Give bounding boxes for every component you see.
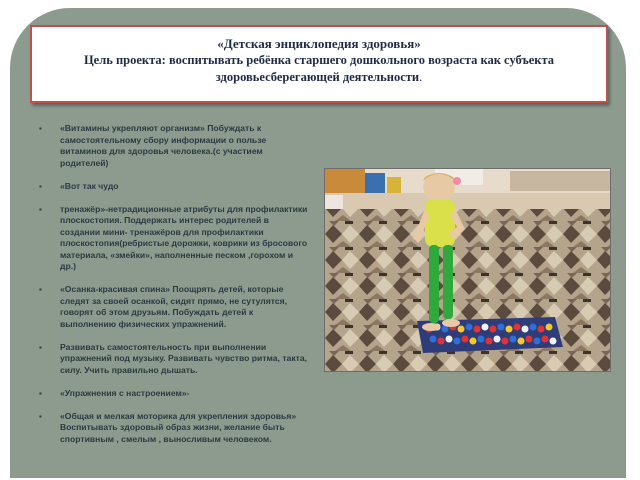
- bullet-text: Развивать самостоятельность при выполнении упражнений под музыку. Развивать чувство ритма, такта, силу. Учить правильно дышать.: [60, 341, 308, 375]
- slide-subtitle-period: .: [419, 70, 423, 84]
- floor-back: [325, 193, 610, 211]
- bullet-icon: ▪: [39, 204, 42, 214]
- furniture-cabinet: [325, 169, 365, 193]
- photo-illustration: [325, 169, 610, 371]
- bullet-icon: ▪: [39, 342, 42, 352]
- bullet-list: [38, 123, 310, 457]
- title-box: [30, 25, 608, 103]
- bullet-icon: ▪: [39, 388, 42, 398]
- list-item: [38, 123, 310, 169]
- bullet-icon: ▪: [39, 124, 42, 133]
- bullet-text: «Осанка-красивая спина» Поощрять детей, которые следят за своей осанкой, сидят прямо, не сутулятся, говорят об этом друзьям. Побуждать детей к выполнению физических упражнений.: [60, 284, 288, 329]
- bullet-text: «Общая и мелкая моторика для укрепления здоровья» Воспитывать здоровый образ жизни, желание быть спортивным , смелым , выносливым человеком.: [60, 410, 297, 444]
- list-item: [38, 284, 310, 330]
- bullet-text: «Упражнения с настроением»-: [60, 387, 190, 398]
- slide-title: «Детская энциклопедия здоровья»: [217, 36, 421, 51]
- list-item: [38, 181, 310, 193]
- slide-subtitle-line-1: Цель проекта: воспитывать ребёнка старшего дошкольного возраста как субъекта: [83, 53, 555, 67]
- list-item: [38, 411, 310, 446]
- photo-child-on-massage-path: [324, 168, 611, 372]
- bullet-icon: ▪: [39, 181, 42, 191]
- list-item: [38, 388, 310, 400]
- bullet-icon: ▪: [39, 411, 42, 421]
- list-item: [38, 204, 310, 273]
- slide-subtitle-line-2: здоровьесберегающей деятельности: [215, 70, 420, 84]
- bullet-text: тренажёр»-нетрадиционные атрибуты для профилактики плоскостопия. Поддержать интерес родителей в создании мини- тренажёров для профилактики плоскостопия(ребристые дорожки, коврики из бросового материала, «змейки», наполненные песком ,горохом и др.): [60, 203, 308, 271]
- radiator: [510, 171, 610, 191]
- bullet-icon: ▪: [39, 285, 42, 294]
- bullet-text: «Витамины укрепляют организм» Побуждать к самостоятельному сбору информации о пользе витаминов для здоровья человека.(с участием родителей): [60, 123, 267, 168]
- bullet-text: «Вот так чудо: [60, 180, 119, 191]
- toy-yellow: [387, 177, 401, 193]
- toy-blue: [365, 173, 385, 193]
- list-item: [38, 342, 310, 377]
- massage-path: [417, 317, 563, 353]
